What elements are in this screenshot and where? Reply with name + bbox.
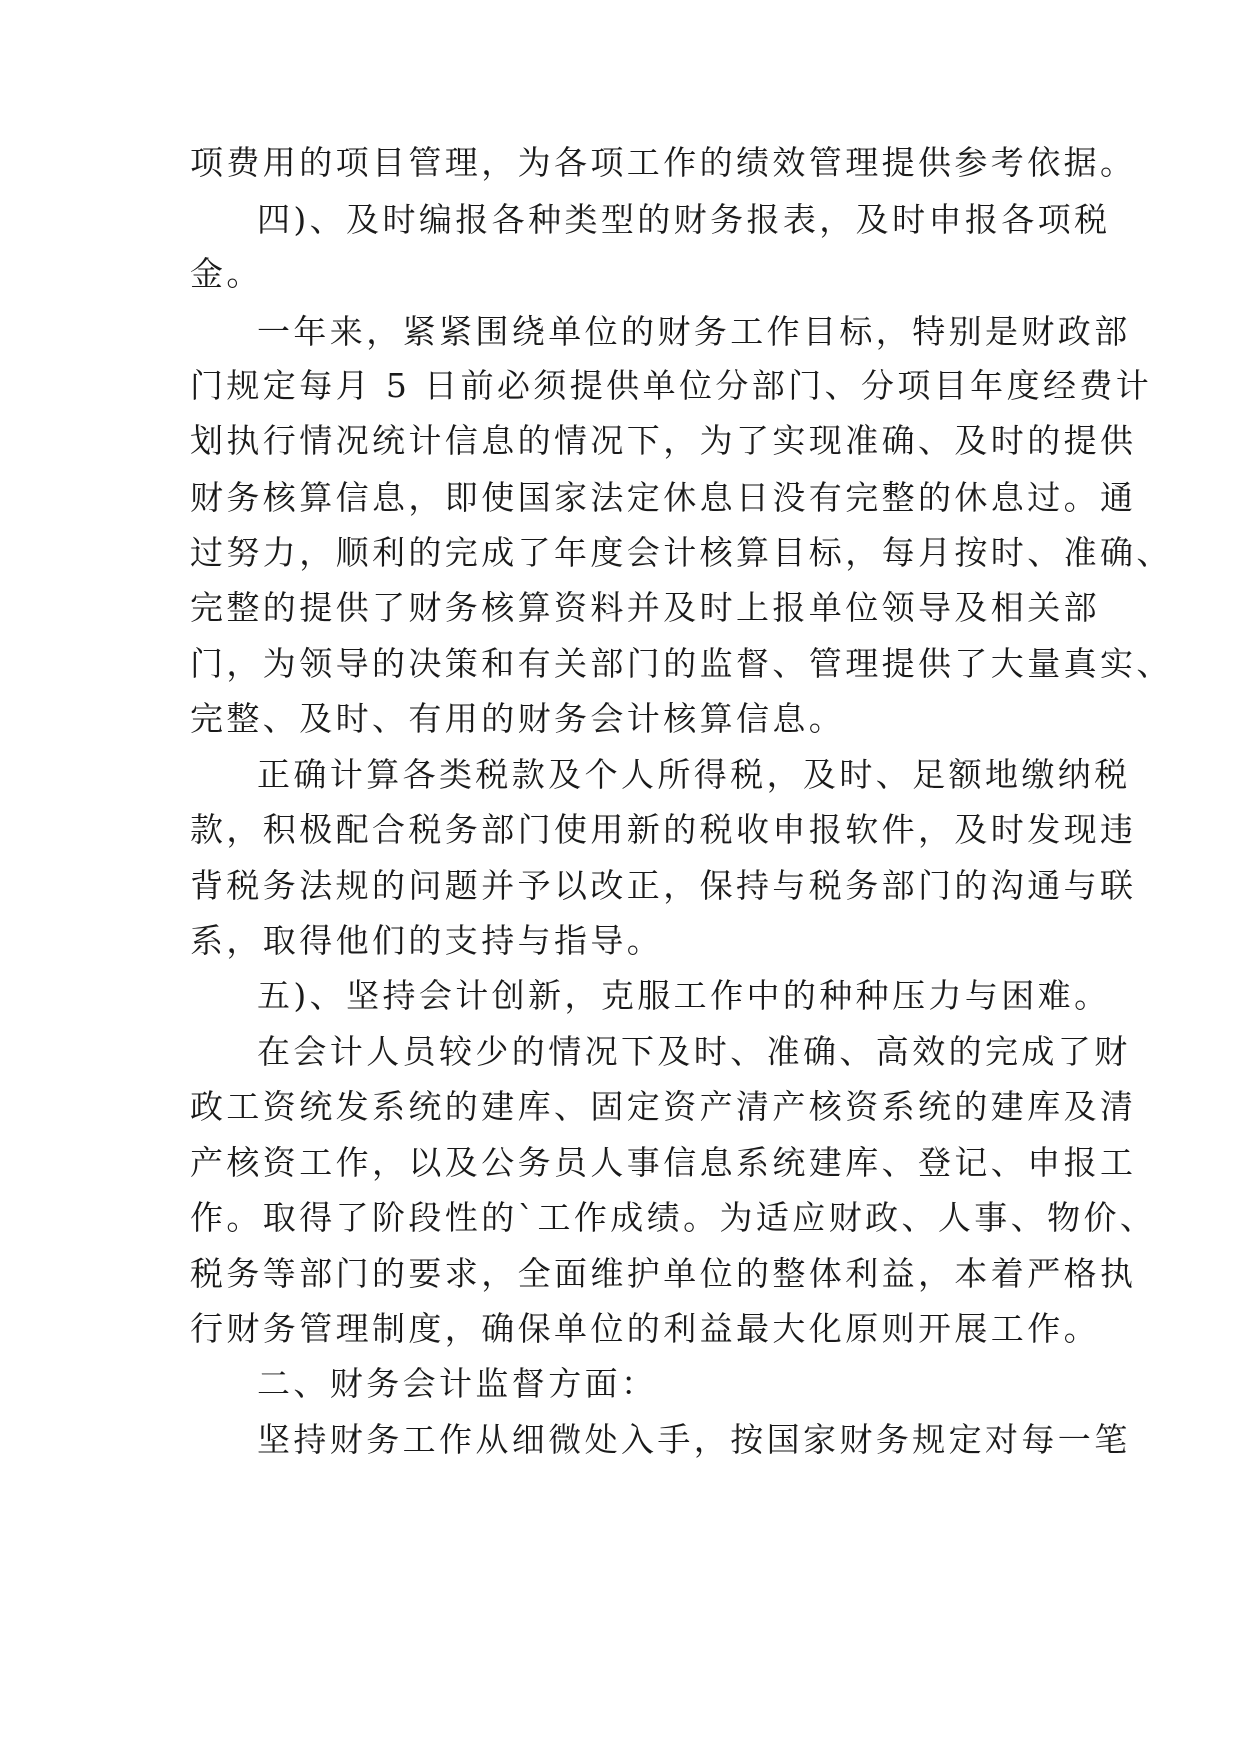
text-line: 项费用的项目管理，为各项工作的绩效管理提供参考依据。 bbox=[190, 143, 1137, 182]
text-line: 过努力，顺利的完成了年度会计核算目标，每月按时、准确、 bbox=[190, 533, 1173, 572]
text-line: 税务等部门的要求，全面维护单位的整体利益，本着严格执 bbox=[190, 1254, 1137, 1293]
text-line: 在会计人员较少的情况下及时、准确、高效的完成了财 bbox=[257, 1032, 1131, 1071]
text-line: 作。取得了阶段性的`工作成绩。为适应财政、人事、物价、 bbox=[190, 1198, 1157, 1237]
text-line: 正确计算各类税款及个人所得税，及时、足额地缴纳税 bbox=[257, 755, 1131, 794]
text-line: 完整的提供了财务核算资料并及时上报单位领导及相关部 bbox=[190, 588, 1100, 627]
text-line: 五)、坚持会计创新，克服工作中的种种压力与困难。 bbox=[257, 976, 1111, 1015]
text-line: 坚持财务工作从细微处入手，按国家财务规定对每一笔 bbox=[257, 1420, 1131, 1459]
text-line: 背税务法规的问题并予以改正，保持与税务部门的沟通与联 bbox=[190, 866, 1137, 905]
text-line: 金。 bbox=[190, 254, 263, 293]
text-line: 行财务管理制度，确保单位的利益最大化原则开展工作。 bbox=[190, 1309, 1100, 1348]
text-line: 门规定每月 5 日前必须提供单位分部门、分项目年度经费计 bbox=[190, 366, 1153, 405]
text-line: 系，取得他们的支持与指导。 bbox=[190, 921, 664, 960]
text-line: 一年来，紧紧围绕单位的财务工作目标，特别是财政部 bbox=[257, 312, 1131, 351]
text-line: 门，为领导的决策和有关部门的监督、管理提供了大量真实、 bbox=[190, 644, 1173, 683]
text-line: 二、财务会计监督方面： bbox=[257, 1364, 658, 1403]
text-line: 款，积极配合税务部门使用新的税收申报软件，及时发现违 bbox=[190, 810, 1137, 849]
text-line: 四)、及时编报各种类型的财务报表，及时申报各项税 bbox=[257, 200, 1111, 239]
text-line: 财务核算信息，即使国家法定休息日没有完整的休息过。通 bbox=[190, 478, 1137, 517]
text-line: 划执行情况统计信息的情况下，为了实现准确、及时的提供 bbox=[190, 421, 1137, 460]
text-line: 产核资工作，以及公务员人事信息系统建库、登记、申报工 bbox=[190, 1143, 1137, 1182]
text-line: 政工资统发系统的建库、固定资产清产核资系统的建库及清 bbox=[190, 1087, 1137, 1126]
text-line: 完整、及时、有用的财务会计核算信息。 bbox=[190, 699, 846, 738]
